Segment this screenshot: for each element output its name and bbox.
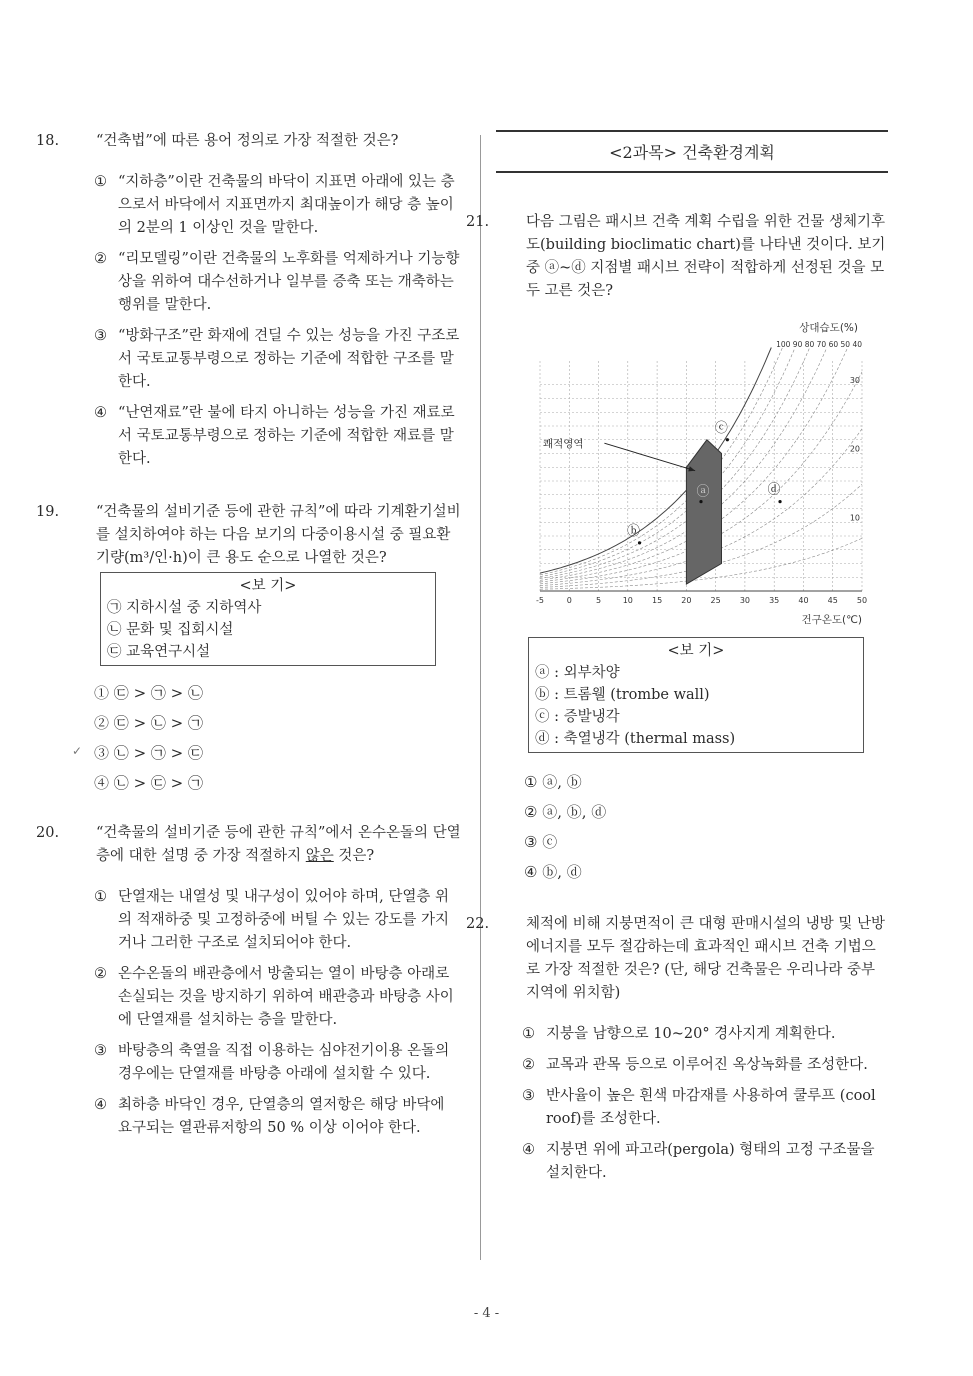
q18-text: “건축법”에 따른 용어 정의로 가장 적절한 것은?: [96, 133, 399, 149]
x-tick-label: 15: [651, 596, 663, 605]
y-tick-label: 10: [849, 513, 860, 523]
rh-curve: [540, 348, 827, 581]
data-point: [638, 541, 641, 544]
chart-rh-ticks: 100 90 80 70 60 50 40: [776, 340, 862, 349]
x-tick-label: 25: [710, 596, 721, 605]
q21-number: 21.: [466, 214, 490, 230]
data-point: [726, 438, 729, 441]
q18-option-3[interactable]: ③ “방화구조”란 화재에 견딜 수 있는 성능을 가진 구조로서 국토교통부령으로 정하는 기준에 적합한 구조를 말한다.: [94, 328, 460, 390]
q21-box-item: ⓑ : 트롬웰 (trombe wall): [535, 687, 710, 703]
rh-curve: [540, 348, 809, 578]
x-tick-label: 35: [769, 596, 780, 605]
q18-option-4[interactable]: ④ “난연재료”란 불에 타지 아니하는 성능을 가진 재료로서 국토교통부령으로 정하는 기준에 적합한 재료를 말한다.: [94, 405, 455, 467]
q22-option-1[interactable]: ① 지붕을 남향으로 10~20° 경사지게 계획한다.: [522, 1026, 836, 1042]
q20-option-1[interactable]: ① 단열재는 내열성 및 내구성이 있어야 하며, 단열층 위의 적재하중 및 고정하중에 버틸 수 있는 강도를 가지거나 그러한 구조로 설치되어야 한다.: [94, 889, 450, 951]
q21-option-4[interactable]: ④ ⓑ, ⓓ: [524, 863, 582, 881]
q19-stem: [36, 501, 461, 570]
q19-option-1[interactable]: ① ㉢ > ㉠ > ㉡: [94, 684, 204, 702]
point-label: ⓒ: [714, 420, 728, 436]
q20-option-2[interactable]: ② 온수온돌의 배관층에서 방출되는 열이 바탕층 아래로 손실되는 것을 방지하기 위하여 배관층과 바탕층 사이에 단열재를 설치하는 층을 말한다.: [94, 966, 454, 1028]
q20-stem: 20. “건축물의 설비기준 등에 관한 규칙”에서 온수온돌의 단열층에 대한 설명 중 가장 적절하지 않은 것은?: [66, 822, 461, 868]
y-tick-label: 20: [849, 444, 860, 454]
data-point: [699, 500, 702, 503]
q21-option-3[interactable]: ③ ⓒ: [524, 833, 558, 851]
q18-stem: [36, 130, 461, 153]
q21-text: 다음 그림은 패시브 건축 계획 수립을 위한 건물 생체기후도(building bioclimatic chart)를 나타낸 것이다. 보기 중 ⓐ~ⓓ 지점별 패시브 전략이 적합하게 선정된 것을 모두 고른 것은?: [526, 214, 886, 299]
point-label: ⓓ: [767, 482, 781, 498]
point-label: ⓐ: [696, 484, 710, 500]
q21-box-item: ⓐ : 외부차양: [535, 665, 620, 681]
q22-text: 체적에 비해 지붕면적이 큰 대형 판매시설의 냉방 및 난방에너지를 모두 절감하는데 효과적인 패시브 건축 기법으로 가장 적절한 것은? (단, 해당 건축물은 우리나라 중부지역에 위치함): [526, 916, 886, 1001]
x-tick-label: 5: [595, 596, 602, 605]
q20-option-4[interactable]: ④ 최하층 바닥인 경우, 단열층의 열저항은 해당 바닥에 요구되는 열관류저항의 50 % 이상 이어야 한다.: [94, 1097, 445, 1136]
check-mark-icon: ✓: [72, 744, 83, 758]
q19-example-box: [100, 572, 436, 666]
chart-x-ticks: [536, 596, 867, 605]
q19-number: 19.: [36, 504, 60, 520]
x-tick-label: 45: [827, 596, 838, 605]
x-tick-label: 40: [798, 596, 809, 605]
q19-text: “건축물의 설비기준 등에 관한 규칙”에 따라 기계환기설비를 설치하여야 하는 다음 보기의 다중이용시설 중 필요환기량(m³/인·h)이 큰 용도 순으로 나열한 것은?: [96, 504, 461, 566]
q19-box-item: ㉡ 문화 및 집회시설: [107, 622, 234, 638]
x-tick-label: 20: [681, 596, 692, 605]
left-column: [36, 130, 461, 1140]
chart-ylabel: 상대습도(%): [799, 322, 858, 334]
bioclimatic-chart: [496, 311, 888, 631]
q22-option-3[interactable]: ③ 반사율이 높은 흰색 마감재를 사용하여 쿨루프 (cool roof)를 조성한다.: [522, 1088, 876, 1127]
q20-underlined-word: 않은: [305, 848, 334, 864]
q20-number: 20.: [36, 825, 60, 841]
comfort-zone-arrow: [604, 443, 695, 471]
q19-option-2[interactable]: ② ㉢ > ㉡ > ㉠: [94, 714, 204, 732]
column-divider: [480, 135, 481, 1260]
q21-box-title: <보 기>: [667, 643, 725, 659]
q20-option-3[interactable]: ③ 바탕층의 축열을 직접 이용하는 심야전기이용 온돌의 경우에는 단열재를 바탕층 아래에 설치할 수 있다.: [94, 1043, 450, 1082]
x-tick-label: 0: [566, 596, 572, 605]
x-tick-label: 30: [739, 596, 751, 605]
page-number: - 4 -: [473, 1306, 500, 1321]
point-label: ⓑ: [627, 523, 641, 539]
subject-title: <2과목> 건축환경계획: [496, 130, 888, 173]
rh-curve: [540, 348, 771, 574]
data-point: [778, 500, 781, 503]
q21-box-item: ⓒ : 증발냉각: [535, 709, 620, 725]
q21-box-item: ⓓ : 축열냉각 (thermal mass): [535, 731, 736, 747]
q19-option-3[interactable]: ✓ ③ ㉡ > ㉠ > ㉢: [66, 738, 461, 768]
q21-example-box: [528, 637, 864, 753]
q21-option-2[interactable]: ② ⓐ, ⓑ, ⓓ: [524, 803, 607, 821]
q19-option-4[interactable]: ④ ㉡ > ㉢ > ㉠: [94, 774, 204, 792]
comfort-zone: [686, 440, 721, 584]
q22-stem: [466, 913, 888, 1005]
q22-option-4[interactable]: ④ 지붕면 위에 파고라(pergola) 형태의 고정 구조물을 설치한다.: [522, 1142, 875, 1181]
comfort-zone-label: 쾌적영역: [542, 438, 584, 451]
right-column: [466, 130, 888, 1185]
q18-option-1[interactable]: ① “지하층”이란 건축물의 바닥이 지표면 아래에 있는 층으로서 바닥에서 지표면까지 최대높이가 해당 층 높이의 2분의 1 이상인 것을 말한다.: [94, 174, 455, 236]
q19-box-title: <보 기>: [239, 578, 297, 594]
x-tick-label: 50: [856, 596, 868, 605]
q19-box-item: ㉢ 교육연구시설: [107, 644, 211, 660]
q22-option-2[interactable]: ② 교목과 관목 등으로 이루어진 옥상녹화를 조성한다.: [522, 1057, 868, 1073]
chart-y-ticks: [850, 376, 860, 523]
q21-option-1[interactable]: ① ⓐ, ⓑ: [524, 773, 582, 791]
chart-xlabel: 건구온도(℃): [801, 614, 862, 626]
x-tick-label: -5: [536, 596, 544, 605]
q21-stem: [466, 211, 888, 303]
q22-number: 22.: [466, 916, 490, 932]
y-tick-label: 30: [849, 375, 860, 385]
x-tick-label: 10: [622, 596, 633, 605]
q19-box-item: ㉠ 지하시설 중 지하역사: [107, 600, 262, 616]
q18-option-2[interactable]: ② “리모델링”이란 건축물의 노후화를 억제하거나 기능향상을 위하여 대수선하거나 일부를 증축 또는 개축하는 행위를 말한다.: [94, 251, 460, 313]
q18-number: 18.: [36, 133, 60, 149]
